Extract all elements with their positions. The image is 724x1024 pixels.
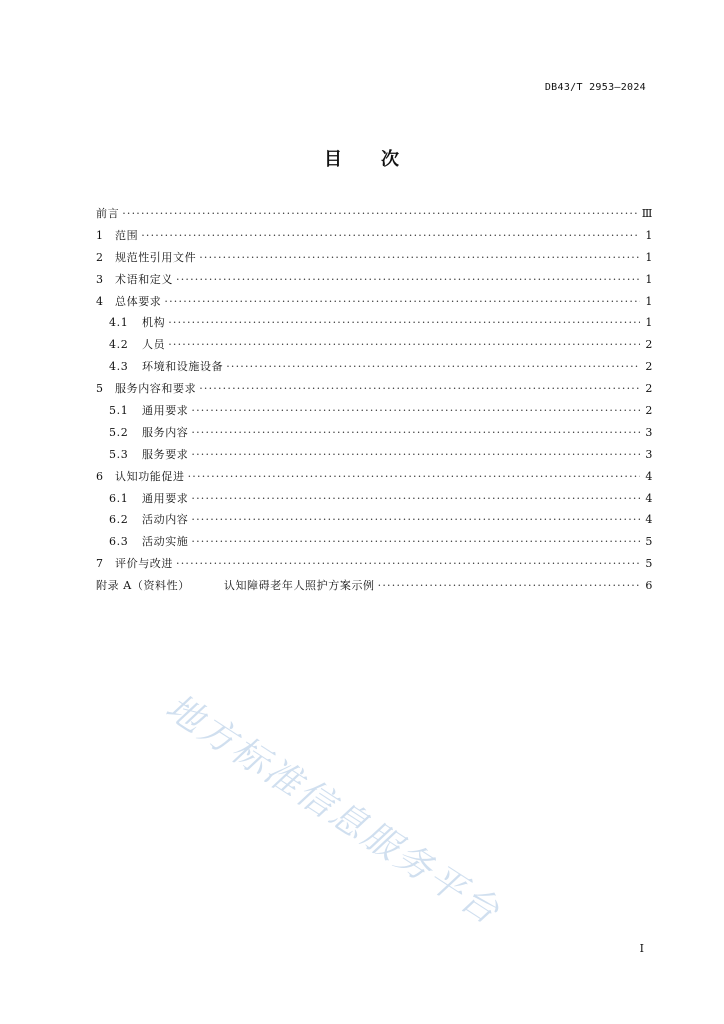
toc-entry-page: 5 [645,557,653,571]
toc-leader-dots [191,492,640,505]
toc-entry-page: 2 [645,382,653,396]
watermark: 地方标准信息服务平台 [158,686,508,934]
toc-leader-dots [141,229,640,242]
toc-leader-dots [191,448,640,461]
toc-entry-number: 4 [96,294,104,308]
toc-leader-dots [199,382,640,395]
toc-entry-number: 6.2 [109,513,129,527]
toc-entry-4-2[interactable] [96,336,653,358]
toc-entry-number: 6.1 [109,491,129,505]
toc-entry-foreword[interactable] [96,205,653,227]
toc-leader-dots [191,404,640,417]
toc-entry-page: 5 [645,535,653,549]
toc-entry-7[interactable] [96,555,653,577]
toc-entry-4-3[interactable] [96,358,653,380]
toc-entry-appendix-a[interactable] [96,577,653,599]
toc-entry-number: 7 [96,557,104,571]
toc-entry-page: 4 [645,491,653,505]
toc-entry-number: 5.2 [109,425,129,439]
toc-entry-label: 通用要求 [142,491,189,505]
toc-leader-dots [378,579,640,592]
toc-entry-1[interactable] [96,227,653,249]
toc-entry-number: 5.3 [109,447,129,461]
toc-entry-number: 4.2 [109,338,129,352]
toc-entry-5-3[interactable] [96,446,653,468]
toc-entry-3[interactable] [96,271,653,293]
toc-leader-dots [226,360,640,373]
page-number: I [639,942,644,955]
toc-entry-page: 4 [645,513,653,527]
toc-entry-number: 6.3 [109,535,129,549]
toc-entry-label: 人员 [142,338,166,352]
toc-leader-dots [191,426,640,439]
toc-entry-label: 通用要求 [142,404,189,418]
toc-entry-label: 服务要求 [142,447,189,461]
toc-entry-page: 3 [645,425,653,439]
toc-entry-page: 6 [645,579,653,593]
toc-entry-number: 6 [96,469,104,483]
toc-entry-label: 服务内容 [142,425,189,439]
page-title [0,145,724,171]
toc-leader-dots [168,338,640,351]
toc-entry-number: 4.3 [109,360,129,374]
toc-entry-4-1[interactable] [96,314,653,336]
toc-entry-page: 4 [645,469,653,483]
toc-entry-page: 1 [645,294,653,308]
toc-entry-page: 2 [645,338,653,352]
toc-entry-page: 1 [645,228,653,242]
toc-entry-number: 5.1 [109,404,129,418]
toc-leader-dots [191,535,640,548]
appendix-title: 认知障碍老年人照护方案示例 [223,579,375,593]
toc-entry-label: 范围 [115,228,139,242]
toc-entry-number: 2 [96,250,104,264]
toc-entry-number: 1 [96,228,104,242]
toc-entry-page: 2 [645,404,653,418]
toc-entry-label: 规范性引用文件 [115,250,197,264]
toc-leader-dots [168,316,640,329]
toc-entry-2[interactable] [96,249,653,271]
toc-entry-label: 认知功能促进 [115,469,185,483]
appendix-designation: 附录 A（资料性） [96,579,190,593]
toc-entry-4[interactable] [96,293,653,315]
toc-entry-number: 3 [96,272,104,286]
toc-leader-dots [176,273,640,286]
toc-entry-page: 3 [645,447,653,461]
toc-entry-label: 活动内容 [142,513,189,527]
toc-leader-dots [199,251,640,264]
toc-entry-page: 1 [645,250,653,264]
toc-entry-page: Ⅲ [641,207,653,220]
toc-entry-label: 机构 [142,316,166,330]
toc-leader-dots [122,207,639,220]
toc-entry-label: 前言 [96,207,120,220]
document-code: DB43/T 2953—2024 [544,82,646,93]
toc-entry-6-2[interactable] [96,511,653,533]
toc-entry-label [96,577,375,593]
toc-leader-dots [164,295,640,308]
toc-entry-label: 评价与改进 [115,557,173,571]
toc-entry-5-2[interactable] [96,424,653,446]
toc-entry-label: 服务内容和要求 [115,382,197,396]
toc-entry-6-3[interactable] [96,533,653,555]
toc-leader-dots [188,470,640,483]
toc-entry-5-1[interactable] [96,402,653,424]
toc-entry-page: 1 [645,272,653,286]
toc-leader-dots [191,513,640,526]
title-char-2: 次 [381,149,400,170]
toc-entry-label: 术语和定义 [115,272,173,286]
toc-entry-6[interactable] [96,468,653,490]
toc-entry-5[interactable] [96,380,653,402]
toc-entry-page: 2 [645,360,653,374]
toc-leader-dots [176,557,640,570]
toc-entry-label: 总体要求 [115,294,162,308]
toc-entry-label: 活动实施 [142,535,189,549]
toc-entry-6-1[interactable] [96,490,653,512]
toc-entry-number: 5 [96,382,104,396]
title-char-1: 目 [324,149,343,170]
toc-entry-label: 环境和设施设备 [142,360,224,374]
toc-entry-page: 1 [645,316,653,330]
table-of-contents [96,205,653,599]
toc-entry-number: 4.1 [109,316,129,330]
